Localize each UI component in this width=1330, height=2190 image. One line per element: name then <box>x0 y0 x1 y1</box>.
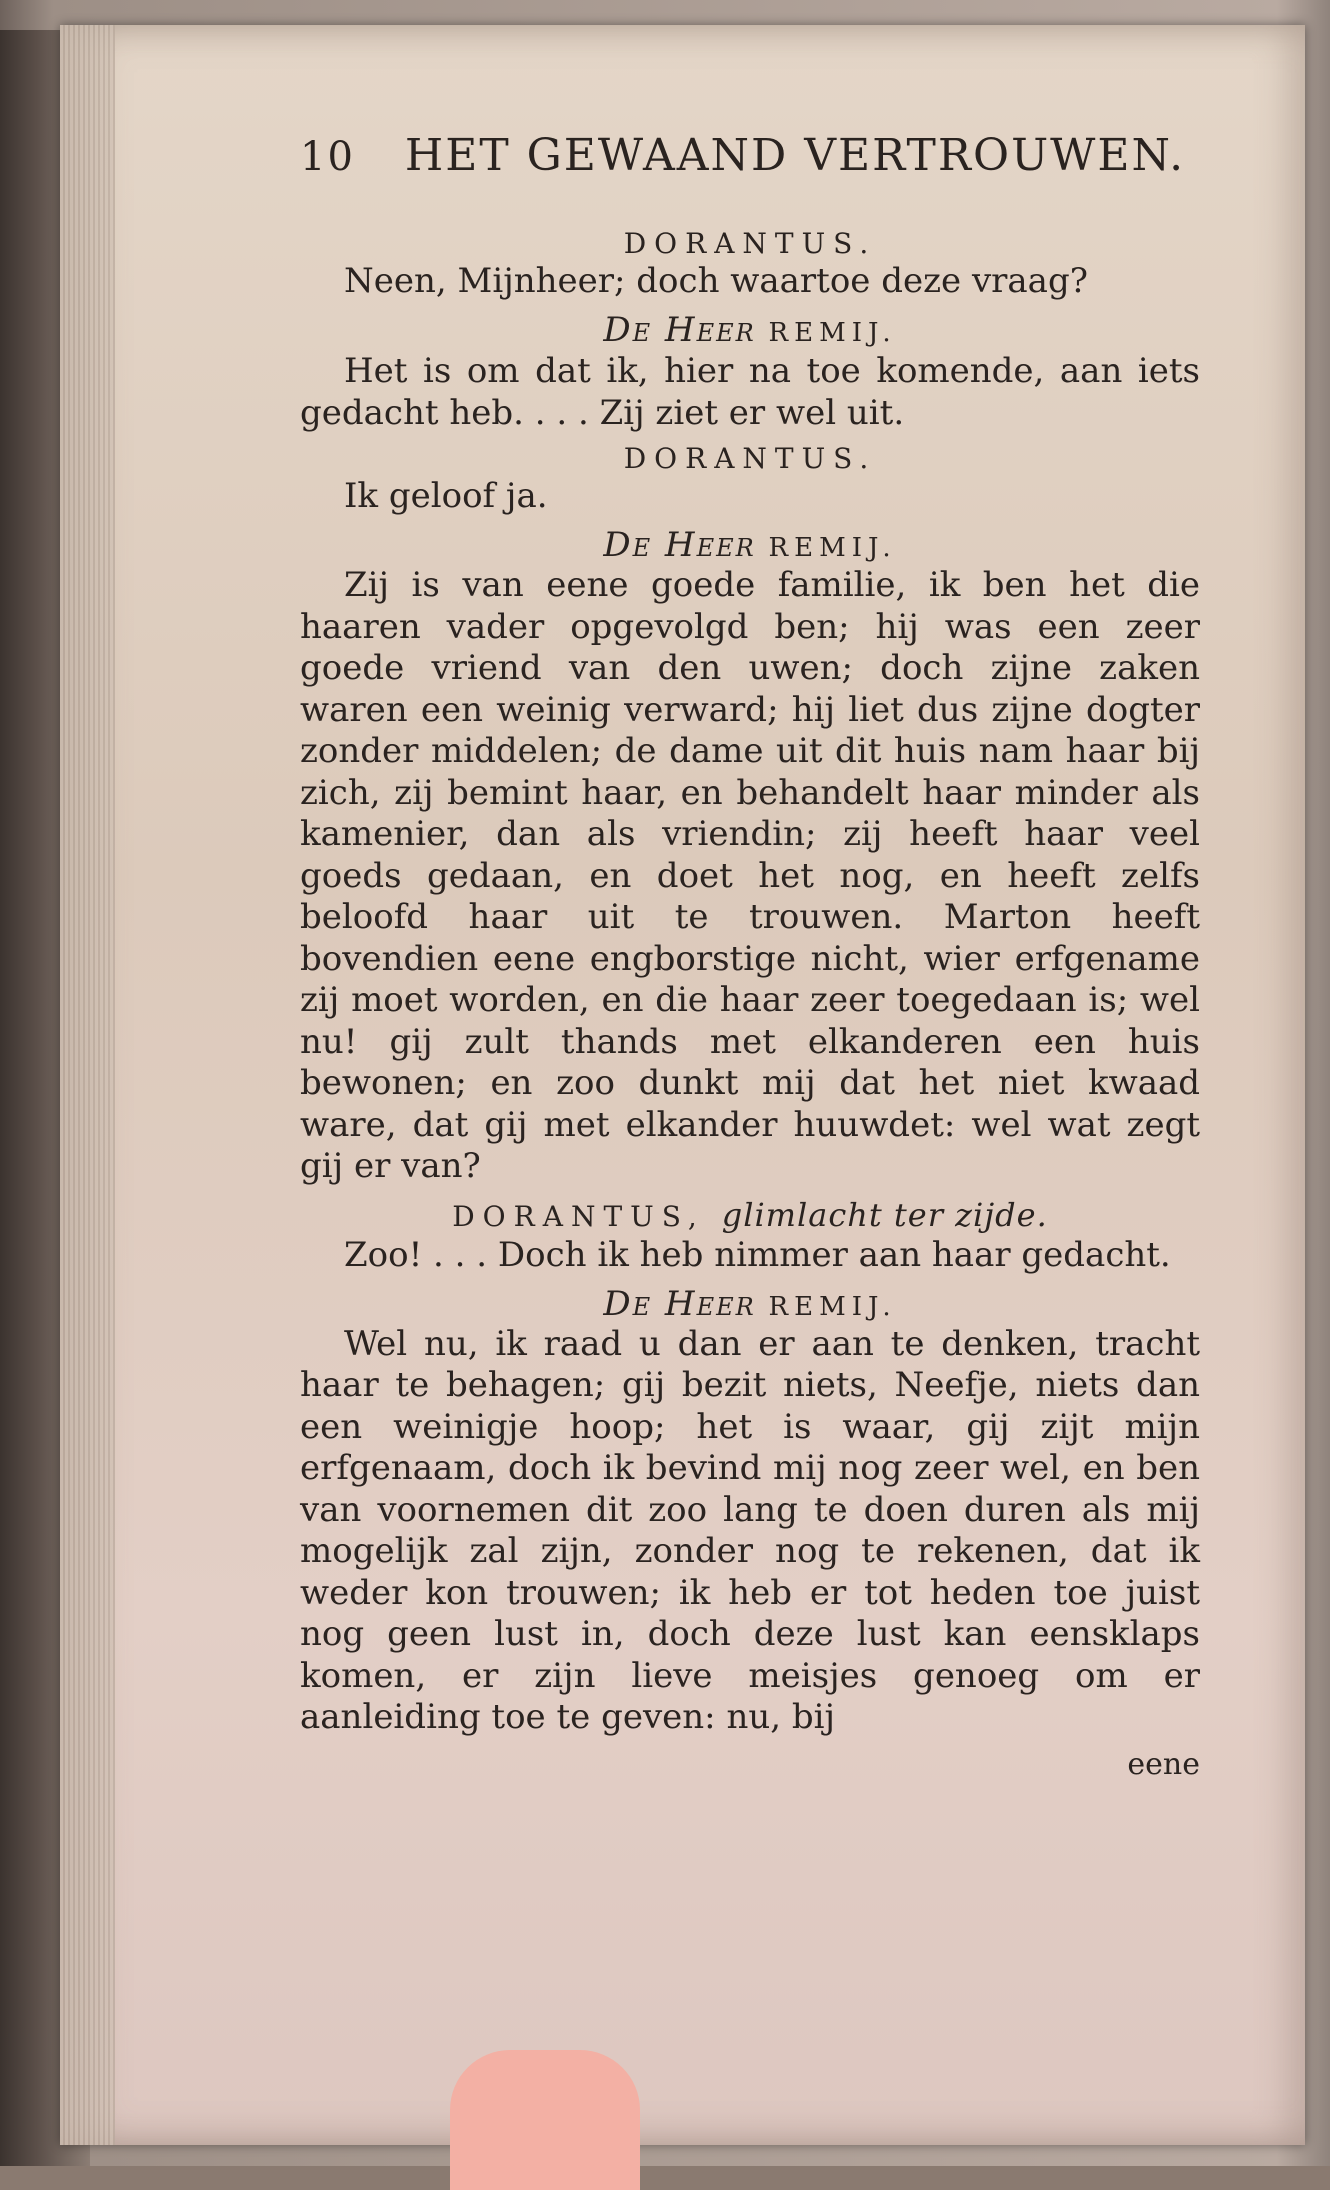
speaker-title: De Heer <box>603 310 756 350</box>
speaker-heading: DORANTUS. <box>623 227 877 260</box>
speaker-name: REMIJ. <box>768 1291 897 1322</box>
speech-paragraph: Zoo! . . . Doch ik heb nimmer aan haar gedacht. <box>344 1234 1171 1275</box>
speaker-heading <box>300 1196 1200 1234</box>
speaker-name: REMIJ. <box>768 318 897 348</box>
page-header <box>300 130 1200 181</box>
speaker-name: DORANTUS, <box>452 1199 705 1233</box>
page-number: 10 <box>300 134 355 180</box>
speaker-title: De Heer <box>603 1283 756 1324</box>
speech-paragraph: Neen, Mijnheer; doch waartoe deze vraag? <box>344 261 1088 301</box>
speaker-heading <box>300 1284 1200 1324</box>
speaker-title: De Heer <box>603 525 756 565</box>
speaker-heading <box>300 310 1200 350</box>
page-edges <box>60 25 115 2145</box>
stage-direction: glimlacht ter zijde. <box>721 1195 1048 1234</box>
speaker-heading <box>300 525 1200 565</box>
speech-paragraph: Ik geloof ja. <box>344 476 548 516</box>
catchword: eene <box>1127 1746 1200 1782</box>
speaker-heading: DORANTUS. <box>623 442 877 475</box>
running-title: HET GEWAAND VERTROUWEN. <box>404 130 1186 181</box>
speech-paragraph: Zij is van eene goede familie, ik ben het die haaren vader opgevolgd ben; hij was een zeer goede vriend van den uwen; doch zijne zaken waren een weinig verward; hij liet dus zijne dogter zonder middelen; de dame uit dit huis nam haar bij zich, zij bemint haar, en behandelt haar minder als kamenier, dan als vriendin; zij heeft haar veel goeds gedaan, en doet het nog, en heeft zelfs beloofd haar uit te trouwen. Marton heeft bovendien eene engborstige nicht, wier erfgename zij moet worden, en die haar zeer toegedaan is; wel nu! gij zult thands met elkanderen een huis bewonen; en zoo dunkt mij dat het niet kwaad ware, dat gij met elkander huuwdet: wel wat zegt gij er van? <box>300 565 1200 1186</box>
page-text <box>300 130 1200 1782</box>
speaker-name: REMIJ. <box>768 533 897 563</box>
thumb-holding-page <box>450 2050 640 2190</box>
speech-paragraph: Het is om dat ik, hier na toe komende, aan iets gedacht heb. . . . Zij ziet er wel uit. <box>300 351 1200 433</box>
speech-paragraph: Wel nu, ik raad u dan er aan te denken, tracht haar te behagen; gij bezit niets, Neefje, niets dan een weinigje hoop; het is waar, gij zijt mijn erfgenaam, doch ik bevind mij nog zeer wel, en ben van voornemen dit zoo lang te doen duren als mij mogelijk zal zijn, zonder nog te rekenen, dat ik weder kon trouwen; ik heb er tot heden toe juist nog geen lust in, doch deze lust kan eensklaps komen, er zijn lieve meisjes genoeg om er aanleiding toe te geven: nu, bij <box>300 1323 1200 1737</box>
